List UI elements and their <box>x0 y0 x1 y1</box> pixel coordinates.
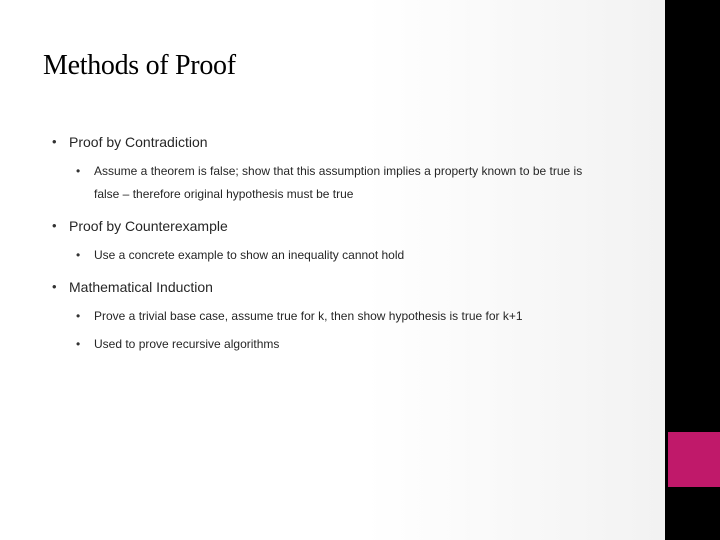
bullet-icon: • <box>52 218 57 233</box>
sub-bullet-text: Prove a trivial base case, assume true for k, then show hypothesis is true for k+1 <box>94 309 523 323</box>
bullet-icon: • <box>76 248 81 262</box>
bullet-label: Mathematical Induction <box>69 279 213 295</box>
bullet-label: Proof by Counterexample <box>69 218 228 234</box>
sub-bullet-text: Assume a theorem is false; show that this assumption implies a property known to be true is <box>94 164 583 178</box>
bullet-icon: • <box>76 309 81 323</box>
sub-bullet-text: Used to prove recursive algorithms <box>94 337 280 351</box>
sub-bullet-continuation: false – therefore original hypothesis must be true <box>94 187 354 201</box>
slide-title: Methods of Proof <box>43 50 236 81</box>
sub-bullet-text: Use a concrete example to show an inequality cannot hold <box>94 248 405 262</box>
bullet-icon: • <box>52 134 57 149</box>
bullet-icon: • <box>76 164 81 178</box>
bullet-icon: • <box>76 337 81 351</box>
sidebar-accent-block <box>668 432 720 487</box>
bullet-icon: • <box>52 279 57 294</box>
bullet-label: Proof by Contradiction <box>69 134 208 150</box>
